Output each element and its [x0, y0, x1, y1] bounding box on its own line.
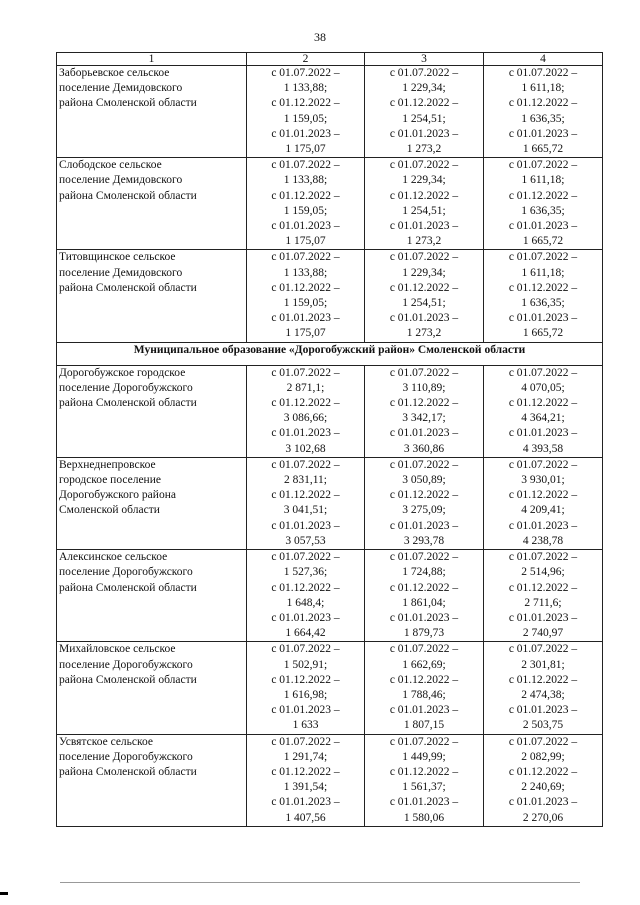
- section-title: Муниципальное образование «Дорогобужский район» Смоленской области: [57, 342, 603, 365]
- tariff-line: 1 391,54;: [283, 781, 328, 794]
- settlement-name-cell: [57, 250, 247, 342]
- table-row: [57, 457, 603, 549]
- name-line: района Смоленской области: [59, 397, 197, 410]
- tariff-cell-col2: [247, 158, 365, 250]
- tariff-line: 2 831,11;: [283, 474, 328, 487]
- tariff-cell-col3: [365, 642, 484, 734]
- tariff-cell-col4: [484, 66, 603, 158]
- tariff-cell-col2: [247, 66, 365, 158]
- tariff-line: 1 636,35;: [521, 112, 565, 125]
- tariff-line: с 01.01.2023 –: [271, 312, 340, 325]
- table-row: [57, 365, 603, 457]
- header-col-1: 1: [57, 53, 247, 66]
- tariff-line: с 01.12.2022 –: [271, 673, 340, 686]
- tariff-line: 2 474,38;: [521, 688, 565, 701]
- name-line: поселение Дорогобужского: [59, 658, 193, 671]
- tariff-line: с 01.12.2022 –: [508, 581, 578, 594]
- tariff-cell-col4: [484, 457, 603, 549]
- tariff-cell-col4: [484, 642, 603, 734]
- tariff-line: с 01.12.2022 –: [508, 281, 578, 294]
- tariff-cell-col3: [365, 734, 484, 826]
- tariff-table: [56, 52, 603, 827]
- tariff-line: с 01.01.2023 –: [508, 312, 578, 325]
- name-line: района Смоленской области: [59, 281, 197, 294]
- tariff-line: 3 293,78: [403, 534, 445, 547]
- tariff-line: с 01.07.2022 –: [389, 551, 459, 564]
- name-line: Михайловское сельское: [59, 643, 176, 656]
- tariff-line: 4 393,58: [522, 442, 564, 455]
- tariff-line: 4 238,78: [522, 534, 564, 547]
- tariff-line: 1 665,72: [522, 235, 564, 248]
- settlement-name-cell: [57, 734, 247, 826]
- tariff-cell-col3: [365, 158, 484, 250]
- tariff-line: с 01.07.2022 –: [271, 643, 340, 656]
- tariff-line: 2 301,81;: [521, 658, 565, 671]
- table-row: [57, 250, 603, 342]
- tariff-line: 3 086,66;: [283, 412, 328, 425]
- tariff-line: 1 407,56: [285, 811, 326, 824]
- tariff-line: с 01.07.2022 –: [389, 458, 459, 471]
- tariff-line: 1 175,07: [285, 143, 326, 156]
- tariff-line: 4 364,21;: [521, 412, 565, 425]
- tariff-line: 1 527,36;: [283, 566, 328, 579]
- tariff-line: с 01.12.2022 –: [271, 397, 340, 410]
- tariff-line: 2 240,69;: [521, 781, 565, 794]
- tariff-line: 1 648,4;: [286, 596, 325, 609]
- name-line: поселение Демидовского: [59, 266, 183, 279]
- tariff-line: с 01.12.2022 –: [508, 97, 578, 110]
- tariff-line: с 01.07.2022 –: [389, 735, 459, 748]
- name-line: Слободское сельское: [59, 159, 162, 172]
- table-row: [57, 550, 603, 642]
- tariff-line: с 01.01.2023 –: [389, 704, 459, 717]
- tariff-line: 1 254,51;: [402, 112, 446, 125]
- tariff-line: с 01.07.2022 –: [389, 366, 459, 379]
- tariff-line: 1 662,69;: [402, 658, 446, 671]
- tariff-line: с 01.07.2022 –: [508, 159, 578, 172]
- tariff-line: с 01.01.2023 –: [389, 796, 459, 809]
- tariff-cell-col2: [247, 734, 365, 826]
- tariff-line: 1 254,51;: [402, 297, 446, 310]
- tariff-line: 1 502,91;: [283, 658, 328, 671]
- tariff-line: 2 740,97: [522, 627, 564, 640]
- tariff-line: с 01.07.2022 –: [508, 251, 578, 264]
- tariff-line: с 01.07.2022 –: [271, 67, 340, 79]
- tariff-cell-col2: [247, 365, 365, 457]
- tariff-cell-col4: [484, 158, 603, 250]
- tariff-line: с 01.12.2022 –: [271, 281, 340, 294]
- tariff-line: 1 664,42: [285, 627, 326, 640]
- tariff-line: с 01.07.2022 –: [508, 458, 578, 471]
- tariff-line: 1 788,46;: [402, 688, 446, 701]
- tariff-line: 2 871,1;: [286, 381, 325, 394]
- name-line: Титовщинское сельское: [59, 251, 176, 264]
- tariff-line: 1 175,07: [285, 235, 326, 248]
- tariff-line: с 01.01.2023 –: [389, 611, 459, 624]
- tariff-line: 4 209,41;: [521, 504, 565, 517]
- tariff-line: с 01.01.2023 –: [508, 704, 578, 717]
- tariff-line: с 01.12.2022 –: [508, 765, 578, 778]
- tariff-line: 3 110,89;: [402, 381, 446, 394]
- name-line: района Смоленской области: [59, 673, 197, 686]
- name-line: Дорогобужское городское: [59, 366, 186, 379]
- tariff-cell-col4: [484, 550, 603, 642]
- tariff-cell-col4: [484, 365, 603, 457]
- header-col-2: 2: [247, 53, 365, 66]
- tariff-line: 1 229,34;: [402, 82, 446, 95]
- tariff-line: 1 449,99;: [402, 750, 446, 763]
- tariff-line: с 01.01.2023 –: [389, 427, 459, 440]
- tariff-line: 3 057,53: [285, 534, 326, 547]
- tariff-line: с 01.07.2022 –: [271, 251, 340, 264]
- tariff-line: 1 611,18;: [521, 266, 565, 279]
- bottom-rule: [60, 882, 580, 883]
- tariff-line: с 01.07.2022 –: [389, 251, 459, 264]
- tariff-line: с 01.07.2022 –: [508, 67, 578, 79]
- tariff-line: 3 360,86: [403, 442, 445, 455]
- tariff-line: с 01.01.2023 –: [271, 220, 340, 233]
- name-line: района Смоленской области: [59, 97, 197, 110]
- tariff-line: 1 611,18;: [521, 174, 565, 187]
- table-row: [57, 642, 603, 734]
- tariff-line: 1 616,98;: [283, 688, 328, 701]
- tariff-line: с 01.12.2022 –: [271, 765, 340, 778]
- tariff-line: с 01.12.2022 –: [389, 765, 459, 778]
- tariff-line: с 01.01.2023 –: [271, 127, 340, 140]
- tariff-line: с 01.01.2023 –: [271, 427, 340, 440]
- tariff-line: 3 041,51;: [283, 504, 328, 517]
- tariff-line: с 01.01.2023 –: [389, 519, 459, 532]
- header-col-4: 4: [484, 53, 603, 66]
- name-line: Смоленской области: [59, 504, 160, 517]
- name-line: Алексинское сельское: [59, 551, 168, 564]
- tariff-line: 1 807,15: [403, 719, 445, 732]
- tariff-line: с 01.01.2023 –: [508, 427, 578, 440]
- tariff-line: с 01.07.2022 –: [271, 551, 340, 564]
- tariff-line: 3 342,17;: [402, 412, 446, 425]
- page-number: 38: [314, 30, 326, 44]
- tariff-line: 1 861,04;: [402, 596, 446, 609]
- name-line: Усвятское сельское: [59, 735, 154, 748]
- tariff-line: с 01.07.2022 –: [271, 458, 340, 471]
- tariff-cell-col3: [365, 550, 484, 642]
- tariff-line: 1 665,72: [522, 143, 564, 156]
- tariff-line: с 01.01.2023 –: [389, 220, 459, 233]
- tariff-line: с 01.01.2023 –: [271, 611, 340, 624]
- tariff-line: с 01.12.2022 –: [271, 97, 340, 110]
- tariff-line: 2 270,06: [522, 811, 564, 824]
- tariff-line: с 01.12.2022 –: [508, 397, 578, 410]
- table-row: [57, 66, 603, 158]
- name-line: района Смоленской области: [59, 765, 197, 778]
- name-line: поселение Демидовского: [59, 82, 183, 95]
- tariff-line: с 01.12.2022 –: [271, 489, 340, 502]
- tariff-cell-col3: [365, 250, 484, 342]
- tariff-cell-col4: [484, 734, 603, 826]
- tariff-line: 1 229,34;: [402, 266, 446, 279]
- tariff-line: с 01.07.2022 –: [389, 67, 459, 79]
- tariff-cell-col4: [484, 250, 603, 342]
- settlement-name-cell: [57, 365, 247, 457]
- header-row: [57, 53, 603, 66]
- tariff-line: 1 665,72: [522, 327, 564, 340]
- tariff-line: 3 930,01;: [521, 474, 565, 487]
- tariff-line: 1 175,07: [285, 327, 326, 340]
- tariff-line: с 01.07.2022 –: [508, 366, 578, 379]
- tariff-line: 1 273,2: [406, 327, 442, 340]
- tariff-line: 2 503,75: [522, 719, 564, 732]
- table-row: [57, 734, 603, 826]
- tariff-line: 1 636,35;: [521, 204, 565, 217]
- tariff-line: 1 580,06: [403, 811, 445, 824]
- tariff-cell-col2: [247, 250, 365, 342]
- tariff-line: с 01.01.2023 –: [508, 611, 578, 624]
- tariff-cell-col2: [247, 642, 365, 734]
- tariff-line: 1 133,88;: [283, 266, 328, 279]
- tariff-line: с 01.07.2022 –: [508, 551, 578, 564]
- tariff-cell-col3: [365, 457, 484, 549]
- name-line: Дорогобужского района: [59, 489, 176, 502]
- tariff-line: 1 633: [292, 719, 319, 732]
- name-line: городское поселение: [59, 474, 161, 487]
- name-line: поселение Дорогобужского: [59, 750, 193, 763]
- tariff-line: с 01.12.2022 –: [508, 489, 578, 502]
- tariff-line: с 01.12.2022 –: [271, 581, 340, 594]
- tariff-line: 3 275,09;: [402, 504, 446, 517]
- tariff-line: с 01.12.2022 –: [508, 189, 578, 202]
- tariff-line: с 01.07.2022 –: [508, 643, 578, 656]
- tariff-line: с 01.12.2022 –: [389, 397, 459, 410]
- name-line: Заборьевское сельское: [59, 67, 170, 79]
- name-line: поселение Дорогобужского: [59, 566, 193, 579]
- tariff-line: с 01.01.2023 –: [508, 220, 578, 233]
- tariff-line: 2 082,99;: [521, 750, 565, 763]
- tariff-line: 1 561,37;: [402, 781, 446, 794]
- name-line: района Смоленской области: [59, 189, 197, 202]
- tariff-line: 1 291,74;: [283, 750, 328, 763]
- settlement-name-cell: [57, 550, 247, 642]
- tariff-line: 1 159,05;: [283, 112, 328, 125]
- tariff-line: с 01.07.2022 –: [271, 735, 340, 748]
- tariff-cell-col3: [365, 66, 484, 158]
- tariff-line: с 01.12.2022 –: [389, 489, 459, 502]
- name-line: поселение Дорогобужского: [59, 381, 193, 394]
- tariff-line: 1 133,88;: [283, 174, 328, 187]
- tariff-line: 1 229,34;: [402, 174, 446, 187]
- tariff-line: с 01.07.2022 –: [389, 159, 459, 172]
- name-line: района Смоленской области: [59, 581, 197, 594]
- tariff-line: 1 724,88;: [402, 566, 446, 579]
- tariff-line: с 01.01.2023 –: [271, 519, 340, 532]
- tariff-line: с 01.01.2023 –: [271, 704, 340, 717]
- settlement-name-cell: [57, 457, 247, 549]
- tariff-line: с 01.01.2023 –: [508, 127, 578, 140]
- tariff-line: с 01.12.2022 –: [271, 189, 340, 202]
- name-line: поселение Демидовского: [59, 174, 183, 187]
- tariff-line: 4 070,05;: [521, 381, 565, 394]
- tariff-line: 1 133,88;: [283, 82, 328, 95]
- tariff-line: 1 611,18;: [521, 82, 565, 95]
- tariff-line: с 01.01.2023 –: [508, 796, 578, 809]
- header-col-3: 3: [365, 53, 484, 66]
- tariff-line: с 01.12.2022 –: [508, 673, 578, 686]
- tariff-cell-col2: [247, 457, 365, 549]
- tariff-line: с 01.01.2023 –: [271, 796, 340, 809]
- tariff-line: 1 254,51;: [402, 204, 446, 217]
- tariff-line: с 01.12.2022 –: [389, 97, 459, 110]
- tariff-line: 3 050,89;: [402, 474, 446, 487]
- tariff-line: 1 636,35;: [521, 297, 565, 310]
- tariff-line: с 01.01.2023 –: [389, 312, 459, 325]
- tariff-line: 3 102,68: [285, 442, 326, 455]
- tariff-line: с 01.01.2023 –: [508, 519, 578, 532]
- tariff-cell-col3: [365, 365, 484, 457]
- settlement-name-cell: [57, 642, 247, 734]
- tariff-line: с 01.07.2022 –: [271, 366, 340, 379]
- tariff-line: 1 879,73: [403, 627, 445, 640]
- settlement-name-cell: [57, 66, 247, 158]
- edge-mark: [0, 892, 8, 895]
- table-row: [57, 158, 603, 250]
- tariff-line: 2 514,96;: [521, 566, 565, 579]
- tariff-line: с 01.12.2022 –: [389, 581, 459, 594]
- tariff-line: 1 273,2: [406, 143, 442, 156]
- tariff-line: 1 159,05;: [283, 204, 328, 217]
- section-row: [57, 342, 603, 365]
- tariff-line: 2 711,6;: [524, 596, 562, 609]
- table-body: [57, 66, 603, 827]
- tariff-line: с 01.07.2022 –: [389, 643, 459, 656]
- tariff-line: 1 273,2: [406, 235, 442, 248]
- tariff-cell-col2: [247, 550, 365, 642]
- settlement-name-cell: [57, 158, 247, 250]
- tariff-line: с 01.12.2022 –: [389, 189, 459, 202]
- tariff-line: с 01.07.2022 –: [271, 159, 340, 172]
- name-line: Верхнеднепровское: [59, 458, 156, 471]
- tariff-line: 1 159,05;: [283, 297, 328, 310]
- tariff-line: с 01.12.2022 –: [389, 673, 459, 686]
- tariff-line: с 01.12.2022 –: [389, 281, 459, 294]
- tariff-line: с 01.07.2022 –: [508, 735, 578, 748]
- tariff-line: с 01.01.2023 –: [389, 127, 459, 140]
